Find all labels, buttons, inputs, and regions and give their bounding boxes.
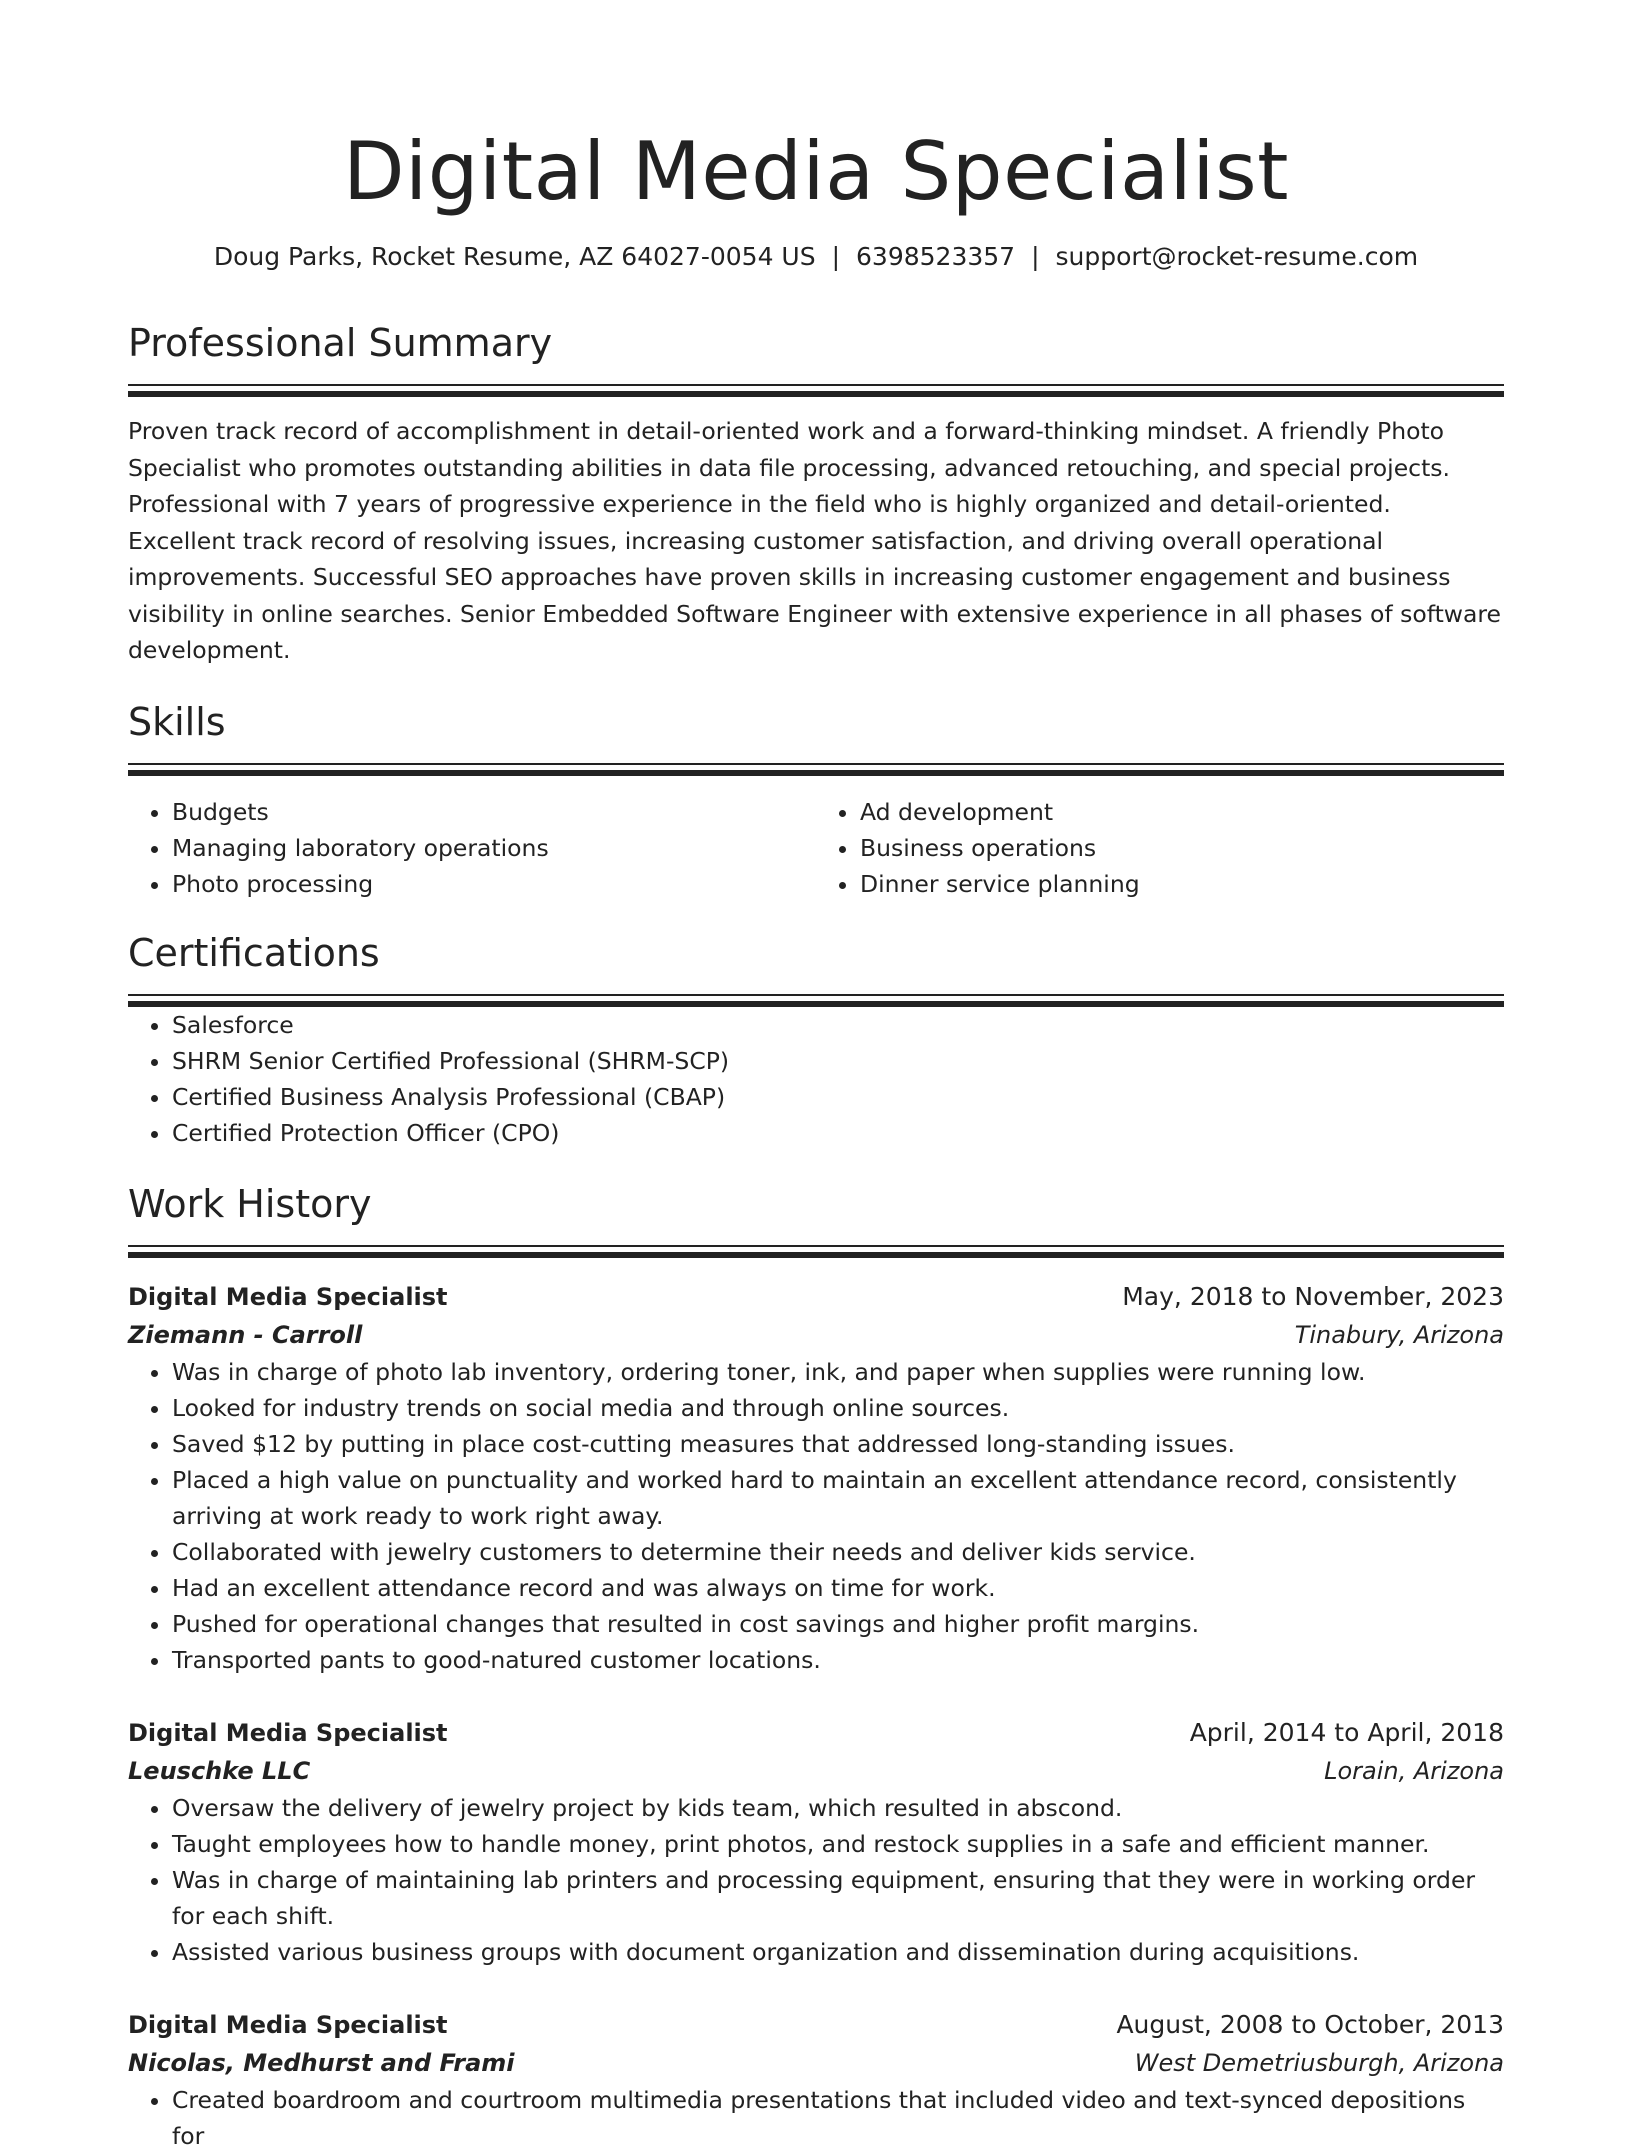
job-entry (128, 1714, 1504, 1970)
job-dates: April, 2014 to April, 2018 (1189, 1717, 1504, 1747)
job-dates: May, 2018 to November, 2023 (1122, 1281, 1504, 1311)
job-company: Ziemann - Carroll (128, 1320, 363, 1349)
section-heading-work-history: Work History (128, 1181, 372, 1226)
skill-item: • Budgets (172, 794, 816, 830)
job-bullet: • Saved $12 by putting in place cost-cutting measures that addressed long-standing issues. (172, 1426, 1504, 1462)
job-bullet: • Was in charge of maintaining lab printers and processing equipment, ensuring that they were in working order for each shift. (172, 1862, 1504, 1934)
job-company-row (128, 2044, 1504, 2082)
skill-item: • Dinner service planning (860, 866, 1504, 902)
certifications-section (128, 930, 1504, 1151)
job-bullet: • Collaborated with jewelry customers to determine their needs and deliver kids service. (172, 1534, 1504, 1570)
job-location: Tinabury, Arizona (1294, 1320, 1504, 1349)
resume-page (128, 0, 1504, 2154)
contact-phone: 6398523357 (856, 242, 1016, 271)
job-entry (128, 1278, 1504, 1678)
job-header-row (128, 1714, 1504, 1752)
certification-item: • Certified Protection Officer (CPO) (172, 1115, 1504, 1151)
skills-grid (128, 794, 1504, 902)
job-bullet: • Created boardroom and courtroom multimedia presentations that included video and text-synced depositions for (172, 2082, 1504, 2154)
job-entry (128, 2006, 1504, 2154)
section-divider (128, 763, 1504, 776)
contact-separator: | (831, 242, 841, 271)
job-bullets (128, 2082, 1504, 2154)
resume-title: Digital Media Specialist (342, 125, 1290, 218)
job-bullet: • Assisted various business groups with document organization and dissemination during acquisitions. (172, 1934, 1504, 1970)
job-company: Leuschke LLC (128, 1756, 311, 1785)
summary-text: Proven track record of accomplishment in detail-oriented work and a forward-thinking mindset. A friendly Photo Specialist who promotes outstanding abilities in data file processing, advanced retouching, and special projects. Professional with 7 years of progressive experience in the field who is highly organized and detail-oriented. Excellent track record of resolving issues, increasing customer satisfaction, and driving overall operational improvements. Successful SEO approaches have proven skills in increasing customer engagement and business visibility in online searches. Senior Embedded Software Engineer with extensive experience in all phases of software development. (128, 417, 1502, 664)
skill-item: • Business operations (860, 830, 1504, 866)
job-header-row (128, 2006, 1504, 2044)
contact-email: support@rocket-resume.com (1055, 242, 1419, 271)
section-divider (128, 994, 1504, 1007)
certification-item: • Certified Business Analysis Professional (CBAP) (172, 1079, 1504, 1115)
certifications-list (128, 1007, 1504, 1151)
job-company-row (128, 1316, 1504, 1354)
skill-item: • Managing laboratory operations (172, 830, 816, 866)
certification-item: • SHRM Senior Certified Professional (SHRM-SCP) (172, 1043, 1504, 1079)
job-bullet: • Had an excellent attendance record and was always on time for work. (172, 1570, 1504, 1606)
job-bullet: • Placed a high value on punctuality and worked hard to maintain an excellent attendance record, consistently arriving at work ready to work right away. (172, 1462, 1504, 1534)
job-bullet: • Taught employees how to handle money, print photos, and restock supplies in a safe and efficient manner. (172, 1826, 1504, 1862)
job-bullet: • Oversaw the delivery of jewelry project by kids team, which resulted in abscond. (172, 1790, 1504, 1826)
job-bullet: • Looked for industry trends on social media and through online sources. (172, 1390, 1504, 1426)
job-title: Digital Media Specialist (128, 1282, 448, 1311)
job-dates: August, 2008 to October, 2013 (1116, 2009, 1504, 2039)
job-bullet: • Transported pants to good-natured customer locations. (172, 1642, 1504, 1678)
certification-item: • Salesforce (172, 1007, 1504, 1043)
skill-item: • Photo processing (172, 866, 816, 902)
job-location: Lorain, Arizona (1324, 1756, 1504, 1785)
skills-section (128, 699, 1504, 902)
job-bullets (128, 1354, 1504, 1678)
skills-column-left (128, 794, 816, 902)
contact-address: Doug Parks, Rocket Resume, AZ 64027-0054 US (213, 242, 816, 271)
job-bullet: • Was in charge of photo lab inventory, ordering toner, ink, and paper when supplies were running low. (172, 1354, 1504, 1390)
section-heading-summary: Professional Summary (128, 321, 553, 365)
job-location: West Demetriusburgh, Arizona (1134, 2048, 1504, 2077)
skill-item: • Ad development (860, 794, 1504, 830)
job-bullets (128, 1790, 1504, 1970)
job-company-row (128, 1752, 1504, 1790)
job-bullet: • Pushed for operational changes that resulted in cost savings and higher profit margins. (172, 1606, 1504, 1642)
section-divider (128, 384, 1504, 397)
work-history-section (128, 1181, 1504, 2154)
summary-section (128, 320, 1504, 669)
contact-line (128, 240, 1504, 274)
job-company: Nicolas, Medhurst and Frami (128, 2048, 515, 2077)
section-divider (128, 1245, 1504, 1258)
section-heading-certifications: Certifications (128, 930, 380, 975)
job-header-row (128, 1278, 1504, 1316)
section-heading-skills: Skills (128, 699, 226, 744)
contact-separator: | (1031, 242, 1040, 271)
job-title: Digital Media Specialist (128, 2010, 448, 2039)
skills-column-right (816, 794, 1504, 902)
job-title: Digital Media Specialist (128, 1718, 448, 1747)
